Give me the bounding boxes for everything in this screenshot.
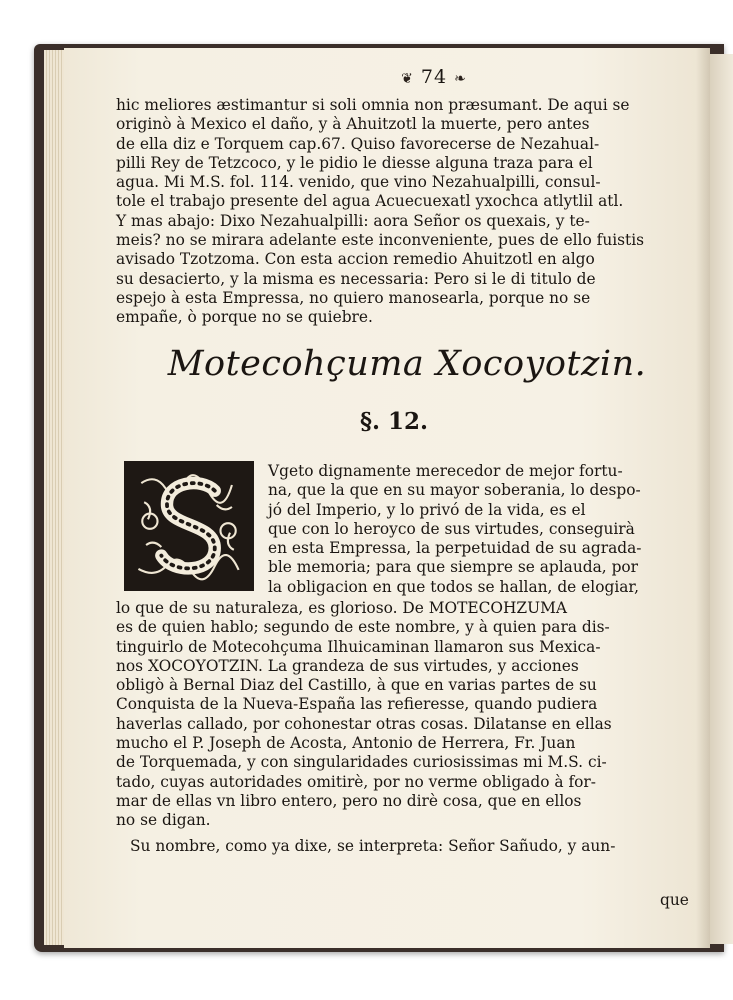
page-edges bbox=[44, 50, 66, 945]
text-line: la obligacion en que todos se hallan, de elogiar, bbox=[268, 577, 639, 596]
text-line: de Torquemada, y con singularidades curiosissimas mi M.S. ci- bbox=[116, 753, 607, 772]
text-line: haverlas callado, por cohonestar otras cosas. Dilatanse en ellas bbox=[116, 714, 612, 733]
text-line: es de quien hablo; segundo de este nombre, y à quien para dis- bbox=[116, 618, 610, 637]
facing-page-edge bbox=[706, 54, 733, 944]
text-line: na, que la que en su mayor soberania, lo despo- bbox=[268, 481, 641, 500]
text-line: ble memoria; para que siempre se aplauda, por bbox=[268, 558, 639, 577]
text-line: no se digan. bbox=[116, 811, 211, 830]
text-line: Conquista de la Nueva-España las refieresse, quando pudiera bbox=[116, 695, 598, 714]
fleuron-right-icon: ❧ bbox=[454, 71, 467, 87]
text-line: su desacierto, y la misma es necessaria: Pero si le di titulo de bbox=[116, 269, 596, 288]
book-page bbox=[64, 48, 710, 948]
text-line: en esta Empressa, la perpetuidad de su agrada- bbox=[268, 539, 642, 558]
dropcap-paragraph-lines bbox=[268, 462, 700, 597]
top-paragraph bbox=[116, 96, 700, 328]
text-line: espejo à esta Empressa, no quiero manosearla, porque no se bbox=[116, 288, 591, 307]
text-line: jó del Imperio, y lo privó de la vida, es el bbox=[268, 500, 586, 519]
text-line: meis? no se mirara adelante este inconveniente, pues de ello fuistis bbox=[116, 231, 645, 250]
chapter-title: Motecohçuma Xocoyotzin. bbox=[167, 344, 647, 384]
page-header bbox=[384, 66, 484, 88]
text-line: avisado Tzotzoma. Con esta accion remedio Ahuitzotl en algo bbox=[116, 250, 595, 269]
text-line: pilli Rey de Tetzcoco, y le pidio le diesse alguna traza para el bbox=[116, 153, 593, 172]
text-line: obligò à Bernal Diaz del Castillo, à que en varias partes de su bbox=[116, 676, 597, 695]
text-line: tole el trabajo presente del agua Acuecuexatl yxochca atlytlil atl. bbox=[116, 192, 624, 211]
text-line: tinguirlo de Motecohçuma Ilhuicaminan llamaron sus Mexica- bbox=[116, 637, 601, 656]
text-line: Su nombre, como ya dixe, se interpreta: Señor Sañudo, y aun- bbox=[130, 836, 616, 855]
text-line: empañe, ò porque no se quiebre. bbox=[116, 308, 373, 327]
section-number: §. 12. bbox=[359, 408, 429, 435]
text-line: Y mas abajo: Dixo Nezahualpilli: aora Señor os quexais, y te- bbox=[116, 211, 590, 230]
catchword: que bbox=[660, 891, 689, 909]
page-number: 74 bbox=[420, 66, 448, 88]
text-line: que con lo heroyco de sus virtudes, conseguirà bbox=[268, 519, 635, 538]
text-line: hic meliores æstimantur si soli omnia non præsumant. De aqui se bbox=[116, 96, 630, 114]
ornamental-initial-s bbox=[124, 461, 254, 591]
fleuron-left-icon: ❦ bbox=[401, 71, 414, 87]
text-line: tado, cuyas autoridades omitirè, por no verme obligado à for- bbox=[116, 772, 596, 791]
text-line: agua. Mi M.S. fol. 114. venido, que vino Nezahualpilli, consul- bbox=[116, 173, 601, 192]
dropcap-ornament-icon bbox=[127, 464, 251, 588]
text-line: lo que de su naturaleza, es glorioso. De MOTECOHZUMA bbox=[116, 599, 567, 617]
text-line: originò à Mexico el daño, y à Ahuitzotl la muerte, pero antes bbox=[116, 115, 590, 134]
text-line: de ella diz e Torquem cap.67. Quiso favorecerse de Nezahual- bbox=[116, 134, 600, 153]
text-line: Vgeto dignamente merecedor de mejor fortu- bbox=[268, 462, 623, 480]
body-paragraph bbox=[116, 599, 700, 856]
text-line: nos XOCOYOTZIN. La grandeza de sus virtudes, y acciones bbox=[116, 656, 579, 675]
text-line: mar de ellas vn libro entero, pero no dirè cosa, que en ellos bbox=[116, 791, 582, 810]
text-line: mucho el P. Joseph de Acosta, Antonio de Herrera, Fr. Juan bbox=[116, 734, 576, 753]
